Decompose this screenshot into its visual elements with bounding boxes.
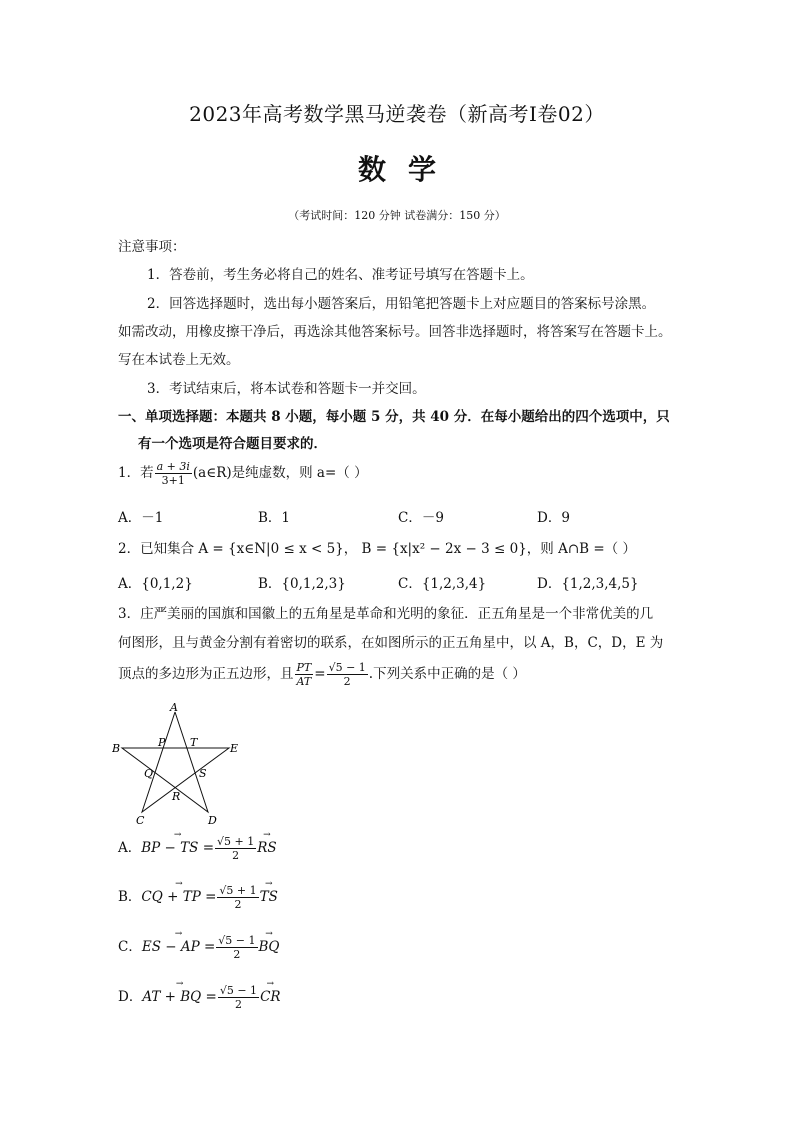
q1-option-a: A．－1 [118,510,164,526]
question-2: 2．已知集合 A = {x∈N|0 ≤ x < 5}， B = {x|x² − 2x − 3 ≤ 0}，则 A∩B =（ ） [118,541,636,557]
q1-fraction [155,460,192,487]
label-c: C [136,814,145,825]
q3d-rhs: → CR [260,989,281,1005]
q2-option-a: A．{0,1,2} [118,576,193,592]
q3-equals: = [314,666,326,682]
q3d-label: D． [118,989,143,1005]
q3b-label: B． [118,889,142,905]
paper-title: 2023年高考数学黑马逆袭卷（新高考Ⅰ卷02） [189,102,605,126]
section-heading: 一、单项选择题：本题共 8 小题，每小题 5 分，共 40 分．在每小题给出的四个选项中，只 [118,409,670,425]
q3-line3-prefix: 顶点的多边形为正五边形，且 [118,666,294,682]
q2-option-d: D．{1,2,3,4,5} [537,576,639,592]
q3c-lhs: → ES − AP = [142,939,215,955]
q3-option-d [118,984,281,1011]
q1-frac-den: 3+1 [161,474,185,487]
q3a-fraction [215,835,256,862]
notice-heading: 注意事项： [118,239,186,255]
q3a-label: A． [118,840,142,856]
q2-option-c: C．{1,2,3,4} [398,576,487,592]
q3a-lhs: → BP − TS = [141,840,214,856]
q3-ratio-num: PT [296,661,312,674]
q3-option-b [118,884,278,911]
q3a-rhs: → RS [257,840,276,856]
subject-title: 数学 [357,153,458,186]
q1-option-b: B．1 [258,510,291,526]
q3a-den: 2 [232,849,240,862]
q1-prefix: 1．若 [118,465,154,481]
q3d-fraction [218,984,259,1011]
q3c-num: √5 − 1 [218,934,256,947]
notice-item-3: 3．考试结束后，将本试卷和答题卡一并交回。 [147,381,426,397]
label-e: E [230,742,239,755]
q3-line3-suffix: .下列关系中正确的是（ ） [368,666,526,682]
question-3-end [118,661,526,688]
q3c-label: C． [118,939,142,955]
q1-option-d: D．9 [537,510,570,526]
q1-option-c: C．－9 [398,510,444,526]
q3b-num: √5 + 1 [219,884,257,897]
q3b-lhs: → CQ + TP = [141,889,216,905]
notice-item-2-end: 写在本试卷上无效。 [118,352,240,368]
label-q: Q [144,767,154,780]
label-b: B [112,742,121,755]
q3a-num: √5 + 1 [217,835,255,848]
q3d-den: 2 [234,998,242,1011]
label-p: P [158,736,166,749]
question-3: 3．庄严美丽的国旗和国徽上的五角星是革命和光明的象征．正五角星是一个非常优美的几 [118,606,654,622]
label-a: A [170,701,178,714]
q3b-rhs: → TS [260,889,278,905]
q3-golden-den: 2 [343,675,351,688]
q3c-fraction [216,934,257,961]
q3b-fraction [217,884,258,911]
q3b-den: 2 [234,898,242,911]
notice-item-1: 1．答卷前，考生务必将自己的姓名、准考证号填写在答题卡上。 [147,267,534,283]
q3-golden-fraction [327,661,368,688]
label-d: D [208,814,217,825]
q3c-den: 2 [233,948,241,961]
question-1 [118,460,368,487]
pentagram-figure [112,700,252,825]
label-s: S [199,767,207,780]
notice-item-2-cont: 如需改动，用橡皮擦干净后，再选涂其他答案标号。回答非选择题时，将答案写在答题卡上。 [118,324,672,340]
q1-stem: (a∈R)是纯虚数，则 a=（ ） [192,465,368,481]
q1-frac-num: a + 3i [156,460,190,473]
exam-info: （考试时间：120 分钟 试卷满分：150 分） [288,209,506,222]
q3d-lhs: → AT + BQ = [142,989,217,1005]
label-t: T [190,736,198,749]
q3c-rhs: → BQ [259,939,280,955]
section-heading-cont: 有一个选项是符合题目要求的． [138,436,327,452]
q3-ratio-den: AT [296,675,312,688]
q2-option-b: B．{0,1,2,3} [258,576,346,592]
q3-option-a [118,835,277,862]
label-r: R [172,790,181,803]
q3-golden-num: √5 − 1 [328,661,366,674]
q3-ratio-fraction [295,661,314,688]
q3-option-c [118,934,280,961]
question-3-cont: 何图形，且与黄金分割有着密切的联系，在如图所示的正五角星中，以 A，B，C，D，E 为 [118,635,664,651]
notice-item-2: 2．回答选择题时，选出每小题答案后，用铅笔把答题卡上对应题目的答案标号涂黑。 [147,296,656,312]
q3d-num: √5 − 1 [219,984,258,997]
